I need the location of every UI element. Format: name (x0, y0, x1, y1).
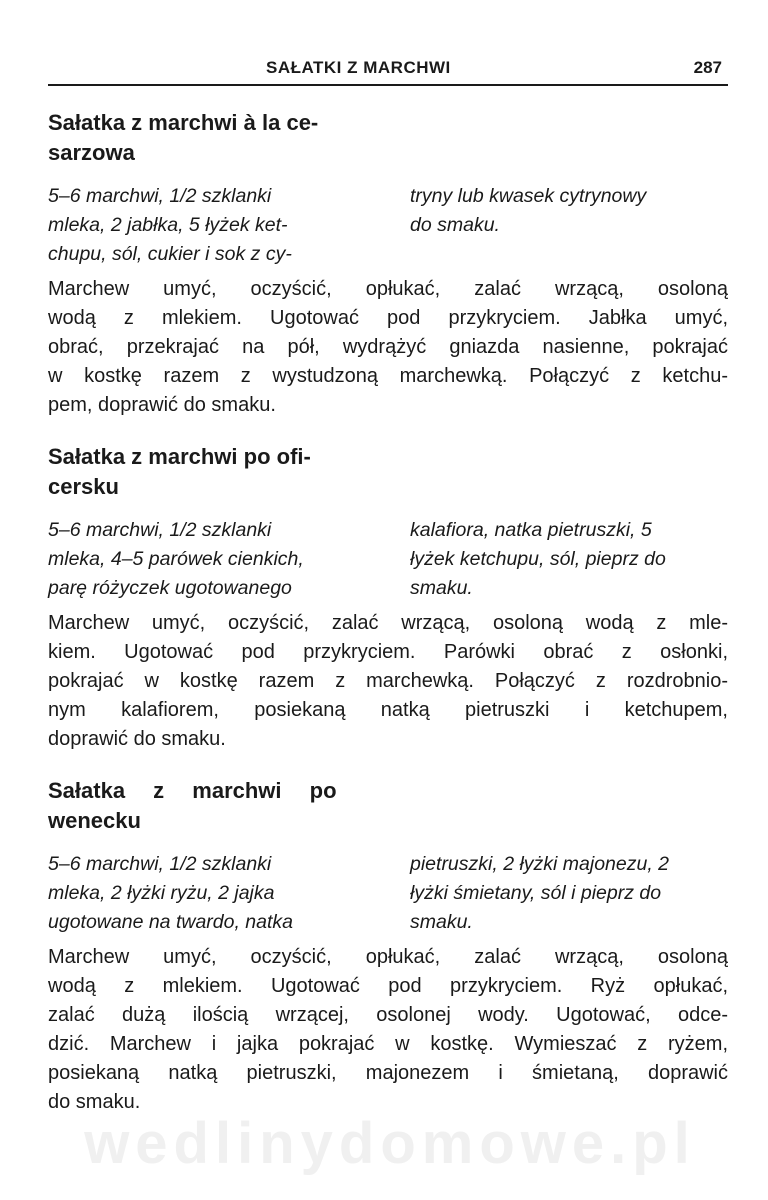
ingredients-left-column (48, 850, 366, 937)
ingredient-line: kalafiora, natka pietruszki, 5 (410, 519, 652, 541)
ingredient-line: smaku. (410, 577, 473, 599)
ingredients (48, 182, 728, 269)
method-line: w kostkę razem z wystudzoną marchewką. Połączyć z ketchu- (48, 365, 728, 387)
method-line: pokrajać w kostkę razem z marchewką. Połączyć z rozdrobnio- (48, 670, 728, 692)
ingredient-line: 5–6 marchwi, 1/2 szklanki (48, 519, 272, 541)
method-text (48, 943, 728, 1117)
ingredients-right-column (410, 182, 728, 269)
watermark: wedlinydomowe.pl (84, 1111, 696, 1176)
method-line: pem, doprawić do smaku. (48, 394, 276, 416)
recipe-title (48, 442, 378, 502)
recipe-cesarzowa (48, 108, 728, 420)
recipe-title-line: wenecku (48, 808, 141, 833)
ingredient-line: do smaku. (410, 214, 500, 236)
ingredients (48, 516, 728, 603)
chapter-title: SAŁATKI Z MARCHWI (266, 58, 451, 77)
method-line: posiekaną natką pietruszki, majonezem i śmietaną, doprawić (48, 1062, 728, 1084)
recipe-title (48, 776, 378, 836)
ingredients (48, 850, 728, 937)
recipe-title-line: Sałatka z marchwi po ofi- (48, 444, 311, 469)
method-line: Marchew umyć, oczyścić, opłukać, zalać wrzącą, osoloną (48, 946, 728, 968)
ingredient-line: mleka, 2 łyżki ryżu, 2 jajka (48, 882, 275, 904)
ingredient-line: smaku. (410, 911, 473, 933)
method-line: do smaku. (48, 1091, 141, 1113)
method-line: doprawić do smaku. (48, 728, 226, 750)
method-line: Marchew umyć, oczyścić, zalać wrzącą, osoloną wodą z mle- (48, 612, 728, 634)
method-line: zalać dużą ilością wrzącej, osolonej wody. Ugotować, odce- (48, 1004, 728, 1026)
recipe-wenecku (48, 776, 728, 1117)
recipe-oficersku (48, 442, 728, 754)
ingredients-left-column (48, 516, 366, 603)
book-page (48, 52, 728, 1117)
method-line: wodą z mlekiem. Ugotować pod przykryciem. Jabłka umyć, (48, 307, 728, 329)
ingredient-line: ugotowane na twardo, natka (48, 911, 294, 933)
ingredient-line: 5–6 marchwi, 1/2 szklanki (48, 853, 272, 875)
method-line: Marchew umyć, oczyścić, opłukać, zalać wrzącą, osoloną (48, 278, 728, 300)
ingredient-line: pietruszki, 2 łyżki majonezu, 2 (410, 853, 670, 875)
ingredient-line: mleka, 2 jabłka, 5 łyżek ket- (48, 214, 288, 236)
method-line: kiem. Ugotować pod przykryciem. Parówki obrać z osłonki, (48, 641, 728, 663)
running-header (48, 52, 728, 86)
method-line: wodą z mlekiem. Ugotować pod przykryciem. Ryż opłukać, (48, 975, 728, 997)
recipe-title-line: cersku (48, 474, 119, 499)
ingredient-line: łyżki śmietany, sól i pieprz do (410, 882, 662, 904)
recipe-title-line: Sałatka z marchwi à la ce- (48, 110, 319, 135)
page-number: 287 (693, 58, 722, 77)
ingredient-line: mleka, 4–5 parówek cienkich, (48, 548, 304, 570)
ingredient-line: parę różyczek ugotowanego (48, 577, 292, 599)
method-line: dzić. Marchew i jajka pokrajać w kostkę. Wymieszać z ryżem, (48, 1033, 728, 1055)
ingredient-line: chupu, sól, cukier i sok z cy- (48, 243, 292, 265)
method-text (48, 609, 728, 754)
ingredients-left-column (48, 182, 366, 269)
ingredients-right-column (410, 516, 728, 603)
recipe-title-line: Sałatka z marchwi po (48, 778, 337, 803)
recipe-title-line: sarzowa (48, 140, 135, 165)
ingredient-line: tryny lub kwasek cytrynowy (410, 185, 647, 207)
method-text (48, 275, 728, 420)
ingredient-line: łyżek ketchupu, sól, pieprz do (410, 548, 666, 570)
method-line: nym kalafiorem, posiekaną natką pietruszki i ketchupem, (48, 699, 728, 721)
method-line: obrać, przekrajać na pół, wydrążyć gniazda nasienne, pokrajać (48, 336, 728, 358)
ingredient-line: 5–6 marchwi, 1/2 szklanki (48, 185, 272, 207)
recipe-title (48, 108, 378, 168)
ingredients-right-column (410, 850, 728, 937)
